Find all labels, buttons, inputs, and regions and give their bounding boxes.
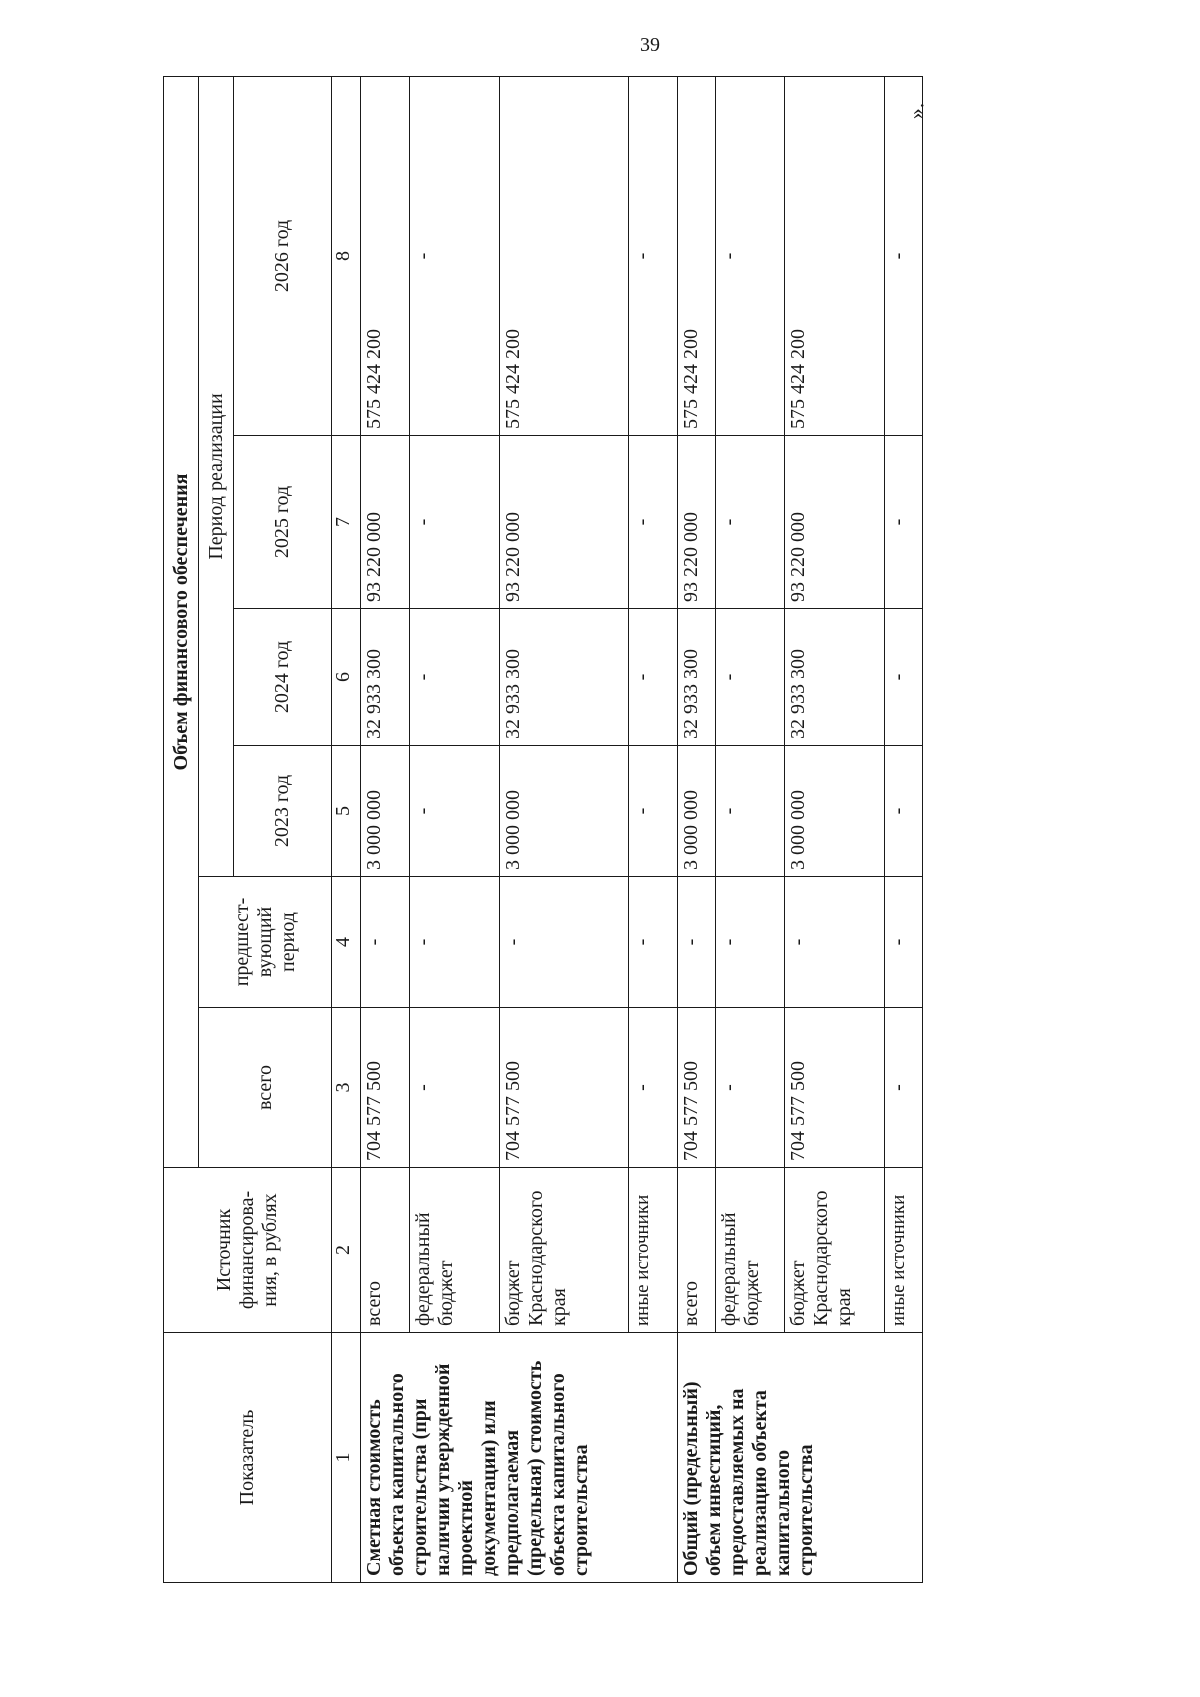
value-cell: 575 424 200 [678,76,716,435]
value-cell: - [410,436,499,609]
value-cell: - [716,609,785,746]
table-row [678,76,716,1582]
value-cell: 93 220 000 [361,436,410,609]
value-cell: 32 933 300 [361,609,410,746]
table-title: Объем финансового обеспечения [164,76,199,1167]
source-cell: бюджет Краснодарского края [785,1168,885,1333]
indicator-cell: Общий (предельный) объем инвестиций, предоставляемых на реализацию объекта капитального строительства [678,1333,923,1583]
value-cell: - [885,609,923,746]
column-number: 8 [332,76,361,435]
source-cell: иные источники [885,1168,923,1333]
header-indicator: Показатель [164,1333,332,1583]
header-source: Источник финансирова-ния, в рублях [164,1168,332,1333]
value-cell: - [716,1008,785,1168]
column-number: 7 [332,436,361,609]
value-cell: 32 933 300 [499,609,629,746]
value-cell: - [629,877,678,1008]
closing-quote-mark: ». [903,102,929,120]
value-cell: 575 424 200 [499,76,629,435]
header-total: всего [199,1008,332,1168]
source-cell: бюджет Краснодарского края [499,1168,629,1333]
value-cell: - [716,746,785,877]
value-cell: - [885,436,923,609]
column-number: 3 [332,1008,361,1168]
value-cell: - [629,76,678,435]
value-cell: 704 577 500 [678,1008,716,1168]
column-number: 4 [332,877,361,1008]
value-cell: - [361,877,410,1008]
value-cell: - [410,76,499,435]
source-cell: федеральный бюджет [716,1168,785,1333]
source-cell: всего [361,1168,410,1333]
value-cell: 93 220 000 [499,436,629,609]
header-year-2025: 2025 год [234,436,332,609]
column-number: 2 [332,1168,361,1333]
source-cell: иные источники [629,1168,678,1333]
value-cell: 3 000 000 [678,746,716,877]
value-cell: - [629,436,678,609]
value-cell: 32 933 300 [678,609,716,746]
header-year-2024: 2024 год [234,609,332,746]
value-cell: 93 220 000 [785,436,885,609]
value-cell: 93 220 000 [678,436,716,609]
column-number: 1 [332,1333,361,1583]
rotated-table-container [163,77,923,1583]
value-cell: - [678,877,716,1008]
financing-table [163,76,923,1583]
value-cell: - [885,746,923,877]
header-year-2026: 2026 год [234,76,332,435]
column-number: 6 [332,609,361,746]
value-cell: 704 577 500 [499,1008,629,1168]
value-cell: 3 000 000 [361,746,410,877]
column-number: 5 [332,746,361,877]
header-period: Период реализации [199,76,234,876]
value-cell: - [885,877,923,1008]
value-cell: 575 424 200 [361,76,410,435]
indicator-cell: Сметная стоимость объекта капитального строительства (при наличии утвержденной проектной документации) или предполагаемая (предельная) стоимость объекта капитального строительства [361,1333,678,1583]
value-cell: - [885,1008,923,1168]
value-cell: - [410,1008,499,1168]
column-numbers-row [332,76,361,1582]
value-cell: 32 933 300 [785,609,885,746]
source-cell: федеральный бюджет [410,1168,499,1333]
table-body [361,76,923,1582]
value-cell: - [716,436,785,609]
value-cell: - [410,746,499,877]
value-cell: 575 424 200 [785,76,885,435]
value-cell: - [716,76,785,435]
value-cell: - [629,609,678,746]
value-cell: 3 000 000 [499,746,629,877]
value-cell: - [785,877,885,1008]
value-cell: - [410,877,499,1008]
value-cell: 704 577 500 [361,1008,410,1168]
value-cell: - [716,877,785,1008]
page-number: 39 [640,34,660,56]
value-cell: - [629,1008,678,1168]
table-row [361,76,410,1582]
header-year-2023: 2023 год [234,746,332,877]
value-cell: - [410,609,499,746]
source-cell: всего [678,1168,716,1333]
value-cell: - [499,877,629,1008]
value-cell: 3 000 000 [785,746,885,877]
value-cell: - [885,76,923,435]
header-prior-period: предшест-вующий период [199,877,332,1008]
value-cell: - [629,746,678,877]
table-header [164,76,361,1582]
value-cell: 704 577 500 [785,1008,885,1168]
